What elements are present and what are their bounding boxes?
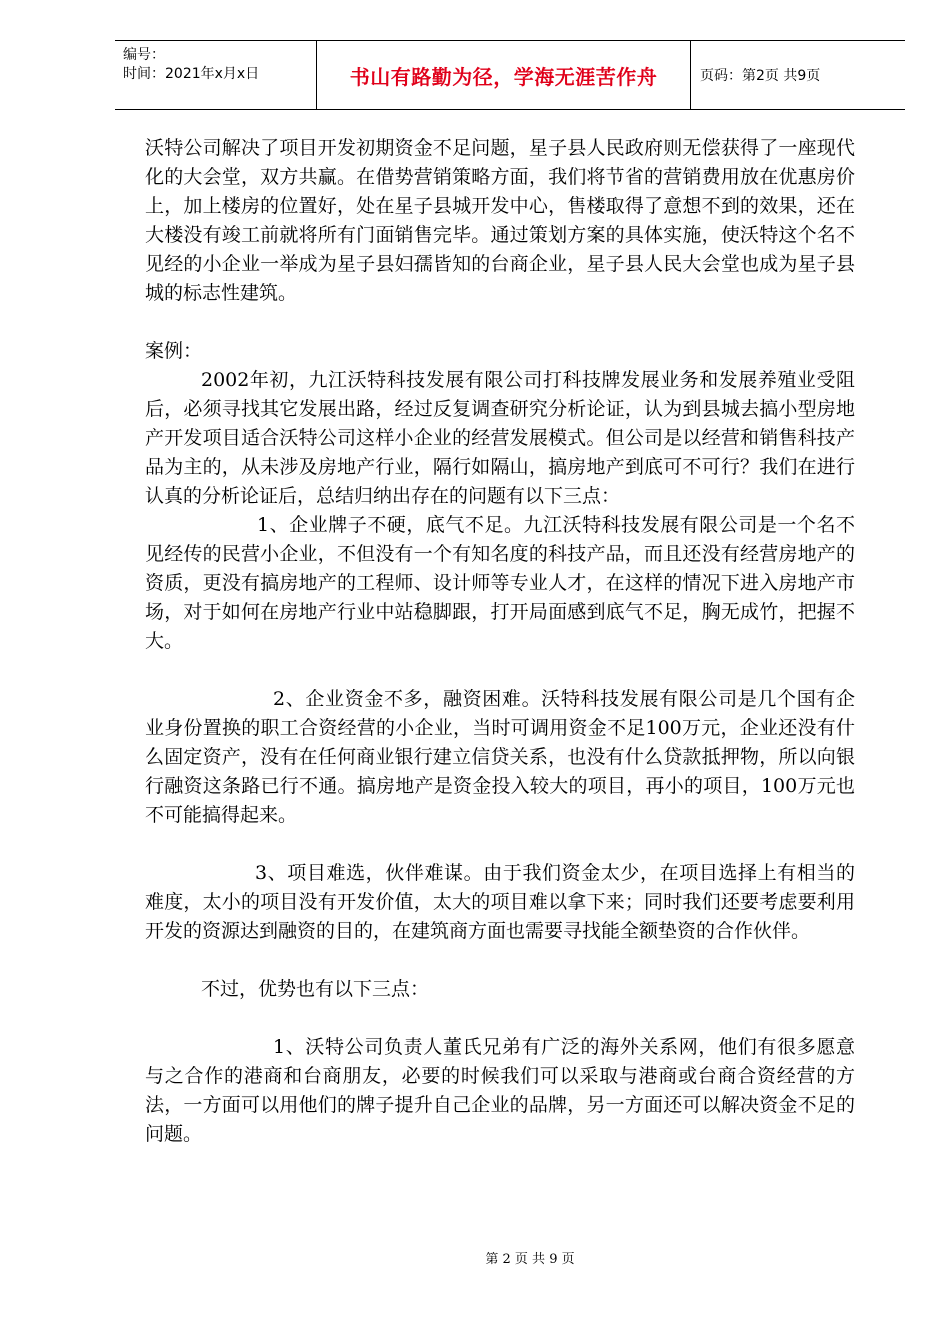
- advantage-item-1: 1、沃特公司负责人董氏兄弟有广泛的海外关系网，他们有很多愿意与之合作的港商和台商朋友，必要的时候我们可以采取与港商或台商合资经营的方法，一方面可以用他们的牌子提升自己企业的品牌，另一方面还可以解决资金不足的问题。: [145, 1036, 855, 1145]
- document-time-label: 时间：2021年x月x日: [123, 66, 260, 82]
- page-header: [115, 40, 905, 110]
- header-motto: 书山有路勤为径，学海无涯苦作舟: [349, 64, 658, 89]
- issue-item-3: 3、项目难选，伙伴难谋。由于我们资金太少，在项目选择上有相当的难度，太小的项目没有开发价值，太大的项目难以拿下来；同时我们还要考虑要利用开发的资源达到融资的目的，在建筑商方面也需要寻找能全额垫资的合作伙伴。: [145, 862, 855, 942]
- case-label: 案例：: [145, 340, 203, 362]
- spacer: [145, 656, 855, 685]
- issue-item-1: 1、企业牌子不硬，底气不足。九江沃特科技发展有限公司是一个名不见经传的民营小企业，不但没有一个有知名度的科技产品，而且还没有经营房地产的资质，更没有搞房地产的工程师、设计师等专业人才，在这样的情况下进入房地产市场，对于如何在房地产行业中站稳脚跟，打开局面感到底气不足，胸无成竹，把握不大。: [145, 514, 855, 652]
- header-page-cell: [691, 41, 905, 109]
- document-number-label: 编号：: [123, 47, 165, 63]
- header-meta-cell: [115, 41, 317, 109]
- spacer: [145, 946, 855, 975]
- page-footer: 第 2 页 共 9 页: [485, 1252, 575, 1267]
- spacer: [145, 308, 855, 337]
- paragraph-case: 2002年初，九江沃特科技发展有限公司打科技牌发展业务和发展养殖业受阻后，必须寻找其它发展出路，经过反复调查研究分析论证，认为到县城去搞小型房地产开发项目适合沃特公司这样小企业的经营发展模式。但公司是以经营和销售科技产品为主的，从未涉及房地产行业，隔行如隔山，搞房地产到底可不可行？我们在进行认真的分析论证后，总结归纳出存在的问题有以下三点：: [145, 369, 855, 507]
- spacer: [145, 830, 855, 859]
- document-body: [145, 134, 855, 1149]
- advantage-intro: 不过，优势也有以下三点：: [201, 978, 430, 1000]
- issue-item-2: 2、企业资金不多，融资困难。沃特科技发展有限公司是几个国有企业身份置换的职工合资经营的小企业，当时可调用资金不足100万元，企业还没有什么固定资产，没有在任何商业银行建立信贷关系，也没有什么贷款抵押物，所以向银行融资这条路已行不通。搞房地产是资金投入较大的项目，再小的项目，100万元也不可能搞得起来。: [145, 688, 855, 826]
- paragraph-intro: 沃特公司解决了项目开发初期资金不足问题，星子县人民政府则无偿获得了一座现代化的大会堂，双方共赢。在借势营销策略方面，我们将节省的营销费用放在优惠房价上，加上楼房的位置好，处在星子县城开发中心，售楼取得了意想不到的效果，还在大楼没有竣工前就将所有门面销售完毕。通过策划方案的具体实施，使沃特这个名不见经的小企业一举成为星子县妇孺皆知的台商企业，星子县人民大会堂也成为星子县城的标志性建筑。: [145, 137, 855, 304]
- header-page-info: 页码：第2页 共9页: [700, 68, 821, 84]
- header-motto-cell: [317, 41, 691, 109]
- spacer: [145, 1004, 855, 1033]
